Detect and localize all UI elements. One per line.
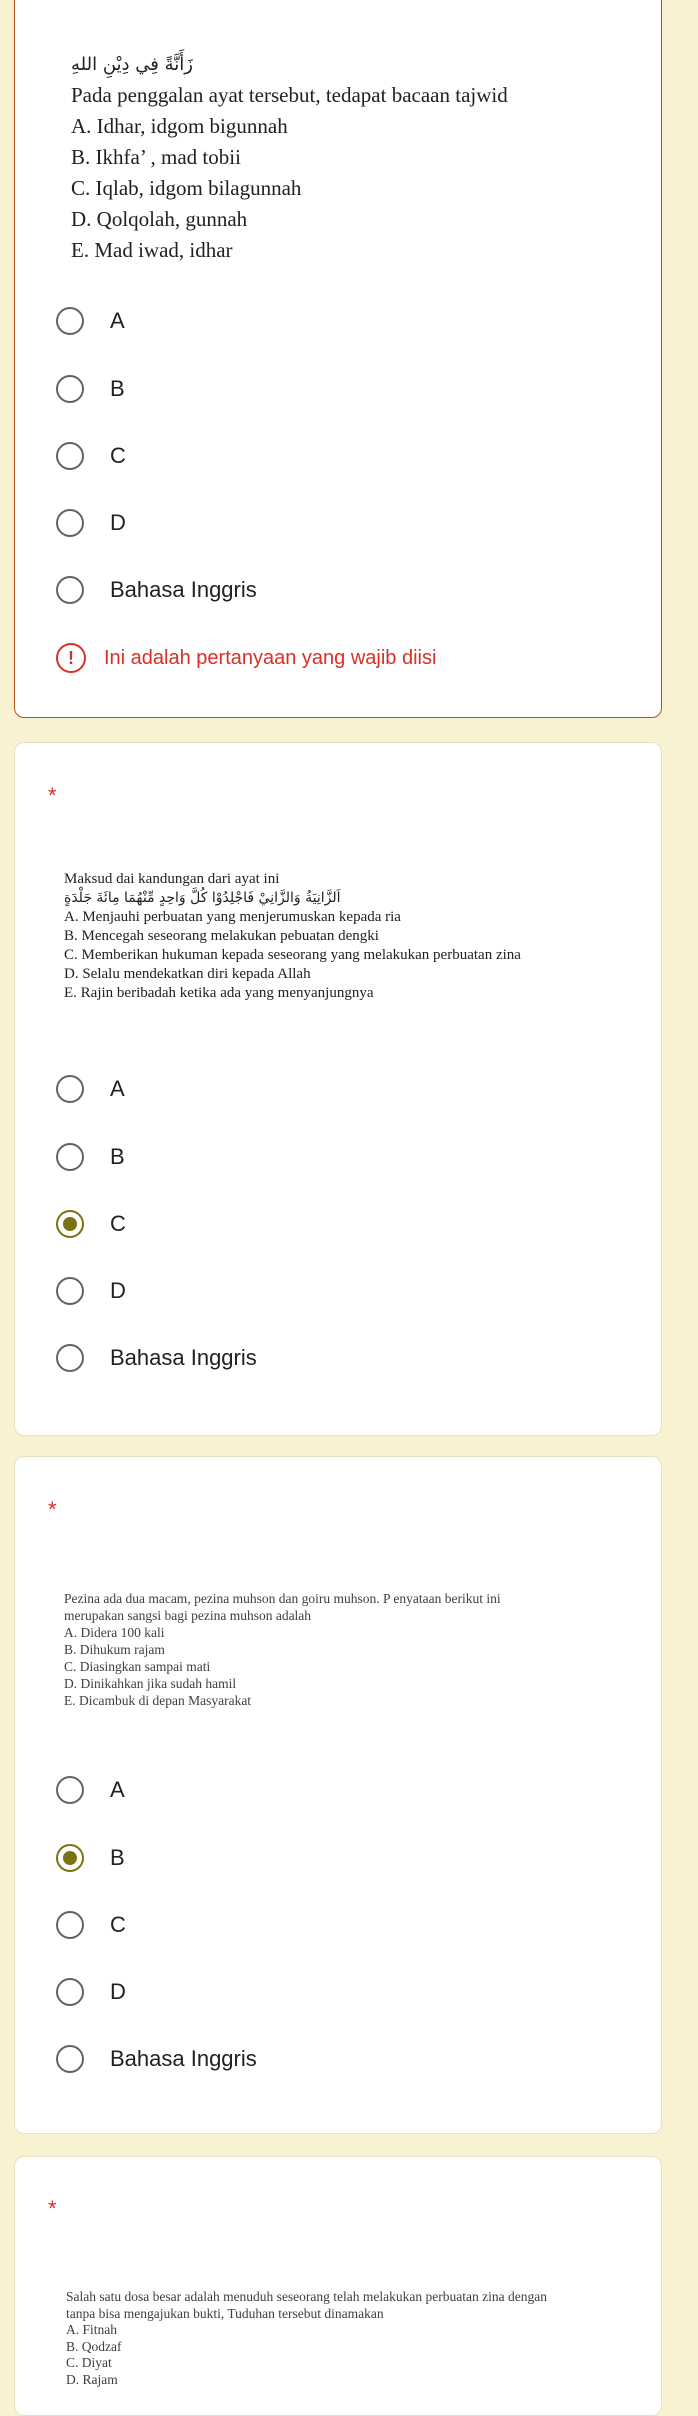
- radio-button[interactable]: [56, 1277, 84, 1305]
- option-label: A: [110, 1076, 125, 1101]
- q1-option-a[interactable]: [56, 301, 476, 341]
- error-icon: !: [56, 643, 86, 673]
- option-label: C: [110, 443, 126, 468]
- question-4-choice-b: B. Qodzaf: [66, 2338, 122, 2354]
- q2-option-b[interactable]: [56, 1137, 476, 1177]
- question-1-choice-d: D. Qolqolah, gunnah: [71, 207, 248, 231]
- option-label: Bahasa Inggris: [110, 2046, 257, 2071]
- question-2-choice-c: C. Memberikan hukuman kepada seseorang yang melakukan perbuatan zina: [64, 947, 521, 963]
- q3-option-b[interactable]: [56, 1838, 476, 1878]
- question-3-choice-a: A. Didera 100 kali: [64, 1625, 165, 1640]
- question-4-choice-a: A. Fitnah: [66, 2322, 118, 2337]
- question-3-line: merupakan sangsi bagi pezina muhson adalah: [64, 1608, 312, 1623]
- question-4-choice-c: C. Diyat: [66, 2355, 112, 2370]
- radio-button[interactable]: [56, 1978, 84, 2006]
- question-4-choice-d: D. Rajam: [66, 2371, 118, 2387]
- option-label: D: [110, 510, 126, 535]
- q3-option-c[interactable]: [56, 1905, 476, 1945]
- required-asterisk: *: [48, 1497, 57, 1522]
- q1-option-b[interactable]: [56, 369, 476, 409]
- question-1-choice-a: A. Idhar, idgom bigunnah: [71, 114, 288, 138]
- q1-option-bahasa-inggris[interactable]: [56, 570, 476, 610]
- required-error: [56, 643, 436, 673]
- option-label: Bahasa Inggris: [110, 577, 257, 602]
- question-3-choice-e: E. Dicambuk di depan Masyarakat: [64, 1693, 252, 1708]
- radio-button[interactable]: [56, 1776, 84, 1804]
- question-1-choice-c: C. Iqlab, idgom bilagunnah: [71, 176, 302, 200]
- question-card-1: [14, 0, 662, 718]
- option-label: C: [110, 1912, 126, 1937]
- radio-button-selected[interactable]: [56, 1210, 84, 1238]
- radio-button[interactable]: [56, 1143, 84, 1171]
- option-label: C: [110, 1211, 126, 1236]
- q2-option-bahasa-inggris[interactable]: [56, 1338, 476, 1378]
- option-label: D: [110, 1278, 126, 1303]
- radio-button[interactable]: [56, 375, 84, 403]
- question-1-choice-e: E. Mad iwad, idhar: [71, 238, 233, 262]
- question-1-choice-b: B. Ikhfa’ , mad tobii: [71, 145, 241, 169]
- question-4-line: Salah satu dosa besar adalah menuduh seseorang telah melakukan perbuatan zina dengan: [66, 2289, 547, 2304]
- radio-button[interactable]: [56, 2045, 84, 2073]
- radio-button[interactable]: [56, 509, 84, 537]
- question-4-text: [66, 2289, 547, 2388]
- q1-option-d[interactable]: [56, 503, 476, 543]
- question-3-choice-c: C. Diasingkan sampai mati: [64, 1659, 211, 1674]
- required-asterisk: *: [48, 2196, 57, 2221]
- radio-button[interactable]: [56, 1911, 84, 1939]
- option-label: D: [110, 1979, 126, 2004]
- radio-button[interactable]: [56, 442, 84, 470]
- question-1-text: [71, 49, 508, 266]
- radio-button[interactable]: [56, 307, 84, 335]
- option-label: B: [110, 376, 125, 401]
- q3-option-bahasa-inggris[interactable]: [56, 2039, 476, 2079]
- q3-option-d[interactable]: [56, 1972, 476, 2012]
- radio-button-selected[interactable]: [56, 1844, 84, 1872]
- question-1-arabic: زَأَنَّةً فِي دِيْنِ اللهِ: [71, 54, 193, 75]
- question-2-choice-a: A. Menjauhi perbuatan yang menjerumuskan kepada ria: [64, 909, 401, 925]
- question-2-choice-d: D. Selalu mendekatkan diri kepada Allah: [64, 966, 311, 982]
- q2-option-d[interactable]: [56, 1271, 476, 1311]
- required-asterisk: *: [48, 783, 57, 808]
- question-4-line: tanpa bisa mengajukan bukti, Tuduhan tersebut dinamakan: [66, 2305, 384, 2321]
- q1-option-c[interactable]: [56, 436, 476, 476]
- radio-button[interactable]: [56, 1344, 84, 1372]
- option-label: B: [110, 1845, 125, 1870]
- error-message: Ini adalah pertanyaan yang wajib diisi: [104, 646, 437, 669]
- q3-option-a[interactable]: [56, 1770, 476, 1810]
- question-2-choice-e: E. Rajin beribadah ketika ada yang menyanjungnya: [64, 985, 374, 1001]
- option-label: B: [110, 1144, 125, 1169]
- radio-button[interactable]: [56, 576, 84, 604]
- option-label: Bahasa Inggris: [110, 1345, 257, 1370]
- question-2-line: Maksud dai kandungan dari ayat ini: [64, 871, 280, 887]
- question-1-line: Pada penggalan ayat tersebut, tedapat bacaan tajwid: [71, 83, 508, 107]
- option-label: A: [110, 308, 125, 333]
- question-2-text: [64, 870, 521, 1003]
- radio-button[interactable]: [56, 1075, 84, 1103]
- option-label: A: [110, 1777, 125, 1802]
- question-2-arabic: اَلزَّانِيَةُ وَالزَّانِيْ فَاجْلِدُوْا كُلَّ وَاحِدٍ مِّنْهُمَا مِائَةَ جَلْدَةٍ: [64, 890, 341, 906]
- q2-option-a[interactable]: [56, 1069, 476, 1109]
- question-3-text: [64, 1590, 501, 1709]
- question-3-choice-d: D. Dinikahkan jika sudah hamil: [64, 1676, 237, 1691]
- question-3-line: Pezina ada dua macam, pezina muhson dan goiru muhson. P enyataan berikut ini: [64, 1591, 501, 1606]
- question-2-choice-b: B. Mencegah seseorang melakukan pebuatan dengki: [64, 928, 379, 944]
- question-3-choice-b: B. Dihukum rajam: [64, 1642, 165, 1657]
- q2-option-c[interactable]: [56, 1204, 476, 1244]
